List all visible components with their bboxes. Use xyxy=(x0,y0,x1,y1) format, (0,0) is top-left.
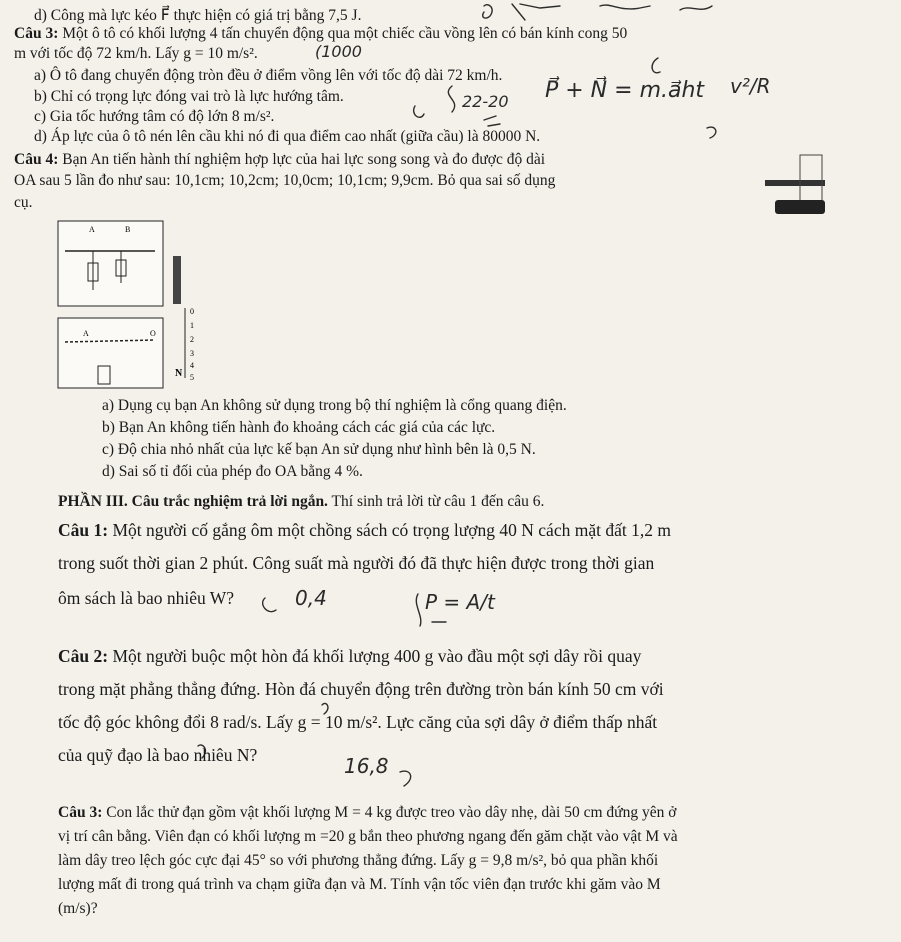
force-meter-scale xyxy=(173,256,181,304)
p3q3-line2: vị trí cân bằng. Viên đạn có khối lượng m =20 g bắn theo phương ngang đến găm chặt vào vật M và xyxy=(58,828,678,845)
scribble-8 xyxy=(652,58,660,73)
scribble-4 xyxy=(680,6,712,10)
label-O-bottom: O xyxy=(150,329,156,338)
handwritten-power-formula: P = A/t xyxy=(425,590,495,614)
handwritten-subtraction: 22-20 xyxy=(462,92,509,111)
tick-2: 2 xyxy=(190,335,194,344)
handwritten-answer-q2: 16,8 xyxy=(344,754,389,778)
photo-frame xyxy=(800,155,822,203)
p3q3-line5: (m/s)? xyxy=(58,900,98,917)
experiment-figure xyxy=(55,218,215,393)
p3q3-text1: Con lắc thử đạn gồm vật khối lượng M = 4 kg được treo vào dây nhẹ, dài 50 cm đứng yên ở xyxy=(106,804,677,821)
q4-stem-line3: cụ. xyxy=(14,194,33,211)
p3q1-text1: Một người cố gắng ôm một chồng sách có trọng lượng 40 N cách mặt đất 1,2 m xyxy=(112,520,671,540)
p3q3-line4: lượng mất đi trong quá trình va chạm giữa đạn và M. Tính vận tốc viên đạn trước khi găm vào M xyxy=(58,876,661,893)
part3-instruction: Thí sinh trả lời từ câu 1 đến câu 6. xyxy=(331,493,545,510)
q4-label: Câu 4: xyxy=(14,151,59,168)
part3-heading xyxy=(58,493,544,511)
p3q2-line3: tốc độ góc không đổi 8 rad/s. Lấy g = 10 m/s². Lực căng của sợi dây ở điểm thấp nhất xyxy=(58,712,658,732)
q4-option-d: d) Sai số tỉ đối của phép đo OA bằng 4 %. xyxy=(102,463,363,480)
p3q2-label: Câu 2: xyxy=(58,646,109,666)
tick-5: 5 xyxy=(190,373,194,382)
p3q3-line1 xyxy=(58,804,676,822)
scribble-3 xyxy=(600,5,650,9)
label-N: N xyxy=(175,368,183,379)
p3q1-line1 xyxy=(58,520,671,541)
q3-stem-text: Một ô tô có khối lượng 4 tấn chuyển động qua một chiếc cầu vồng lên có bán kính cong 50 xyxy=(62,25,628,42)
q3-stem-line2: m với tốc độ 72 km/h. Lấy g = 10 m/s². xyxy=(14,45,258,62)
label-A-bottom: A xyxy=(83,329,89,338)
label-B-top: B xyxy=(125,225,131,234)
q4-option-c: c) Độ chia nhỏ nhất của lực kế bạn An sử dụng như hình bên là 0,5 N. xyxy=(102,441,536,458)
label-A-top: A xyxy=(89,225,95,234)
q4-stem-text: Bạn An tiến hành thí nghiệm hợp lực của hai lực song song và đo được độ dài xyxy=(62,151,546,168)
scribble-9 xyxy=(414,106,424,117)
q3-option-b: b) Chỉ có trọng lực đóng vai trò là lực hướng tâm. xyxy=(34,88,344,105)
scribble-5 xyxy=(448,86,454,112)
p3q3-label: Câu 3: xyxy=(58,804,103,821)
scribble-1 xyxy=(483,5,492,18)
scribble-10 xyxy=(416,594,421,626)
p3q1-label: Câu 1: xyxy=(58,520,109,540)
apparatus-photo xyxy=(755,140,835,220)
handwritten-fraction: v²/R xyxy=(730,74,771,98)
p3q1-line2: trong suốt thời gian 2 phút. Công suất mà người đó đã thực hiện được trong thời gian xyxy=(58,553,655,573)
handwritten-note-1000: (1000 xyxy=(315,42,362,61)
q3-option-c: c) Gia tốc hướng tâm có độ lớn 8 m/s². xyxy=(34,108,275,125)
p3q2-line4: của quỹ đạo là bao nhiêu N? xyxy=(58,745,258,765)
handwritten-equation: P⃗ + N⃗ = m.a⃗ht xyxy=(545,78,705,103)
tick-3: 3 xyxy=(190,349,194,358)
figure-panel-top xyxy=(58,221,163,306)
q3-option-d: d) Áp lực của ô tô nén lên cầu khi nó đi qua điểm cao nhất (giữa cầu) là 80000 N. xyxy=(34,128,541,145)
part3-label: PHẦN III. Câu trắc nghiệm trả lời ngắn. xyxy=(58,493,328,510)
handwritten-answer-q1: 0,4 xyxy=(295,586,327,610)
p3q2-text1: Một người buộc một hòn đá khối lượng 400 g vào đầu một sợi dây rồi quay xyxy=(112,646,642,666)
q3-option-a: a) Ô tô đang chuyển động tròn đều ở điểm vồng lên với tốc độ dài 72 km/h. xyxy=(34,67,503,84)
scribble-11 xyxy=(400,771,411,786)
p3q2-line1 xyxy=(58,646,641,667)
q3-label: Câu 3: xyxy=(14,25,59,42)
q4-stem-line2: OA sau 5 lần đo như sau: 10,1cm; 10,2cm; 10,0cm; 10,1cm; 9,9cm. Bỏ qua sai số dụng xyxy=(14,172,556,189)
scribble-7 xyxy=(707,127,716,138)
photo-bar xyxy=(765,180,825,186)
scribble-2 xyxy=(512,4,560,20)
q4-option-a: a) Dụng cụ bạn An không sử dụng trong bộ thí nghiệm là cổng quang điện. xyxy=(102,397,567,414)
q4-option-b: b) Bạn An không tiến hành đo khoảng cách các giá của các lực. xyxy=(102,419,496,436)
p3q1-line3: ôm sách là bao nhiêu W? xyxy=(58,588,235,608)
photo-base xyxy=(775,200,825,214)
scribble-6 xyxy=(484,116,500,126)
p3q3-line3: làm dây treo lệch góc cực đại 45° so với phương thẳng đứng. Lấy g = 9,8 m/s², bỏ qua phần khối xyxy=(58,852,659,869)
tick-4: 4 xyxy=(190,361,194,370)
p3q2-line2: trong mặt phẳng thẳng đứng. Hòn đá chuyển động trên đường tròn bán kính 50 cm với xyxy=(58,679,664,699)
q2-option-d: d) Công mà lực kéo F⃗ thực hiện có giá trị bằng 7,5 J. xyxy=(34,7,362,24)
tick-1: 1 xyxy=(190,321,194,330)
scribble-13 xyxy=(263,598,276,612)
tick-0: 0 xyxy=(190,307,194,316)
